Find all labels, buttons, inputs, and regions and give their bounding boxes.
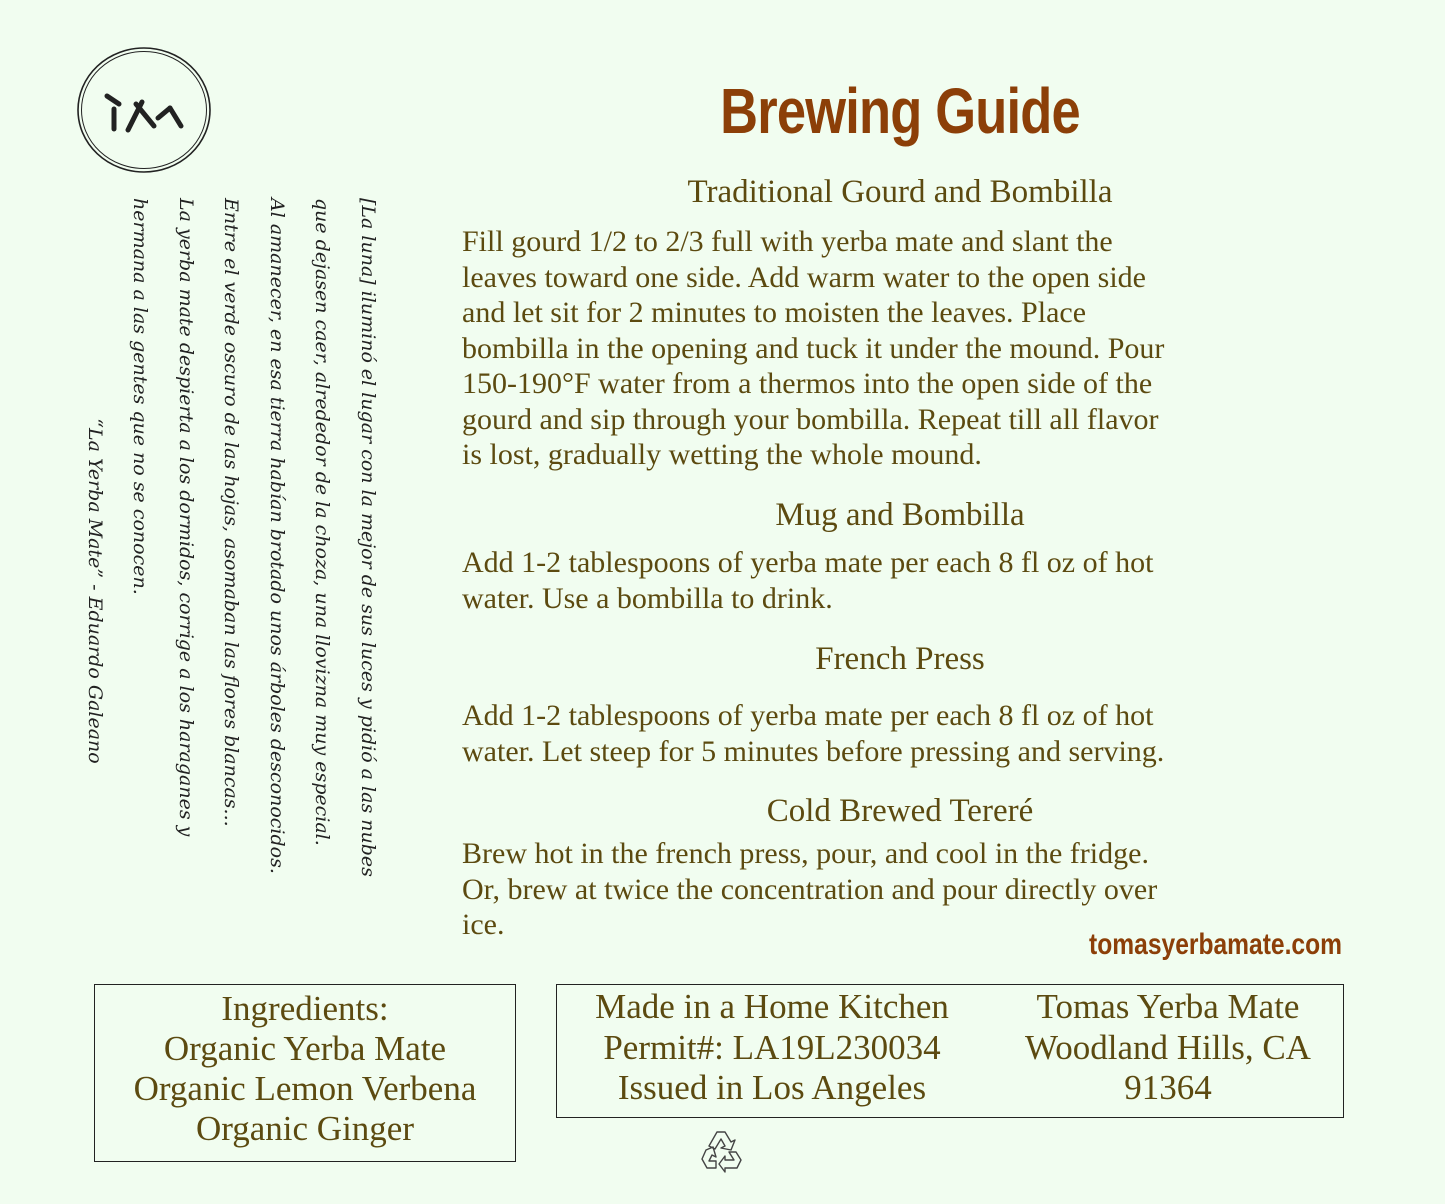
body-line: gourd and sip through your bombilla. Repeat till all flavor <box>462 402 1159 436</box>
section-body-gourd <box>462 224 1362 473</box>
body-line: Add 1-2 tablespoons of yerba mate per each 8 fl oz of hot <box>462 546 1154 579</box>
permit-issuer: Issued in Los Angeles <box>617 1068 927 1107</box>
producer-info-box <box>556 984 1344 1118</box>
body-line: and let sit for 2 minutes to moisten the leaves. Place <box>462 296 1087 329</box>
ingredients-heading: Ingredients: <box>221 989 389 1028</box>
website-link[interactable]: tomasyerbamate.com <box>1089 928 1342 961</box>
section-heading-gourd: Traditional Gourd and Bombilla <box>687 174 1113 210</box>
ingredient-item: Organic Ginger <box>195 1109 415 1148</box>
brand-logo-icon <box>76 46 212 174</box>
company-info <box>993 987 1343 1109</box>
body-line: is lost, gradually wetting the whole mound. <box>462 438 982 471</box>
body-line: bombilla in the opening and tuck it under the mound. Pour <box>462 331 1165 365</box>
company-name: Tomas Yerba Mate <box>1036 987 1300 1026</box>
quote-line: Entre el verde oscuro de las hojas, asomaban las flores blancas... <box>220 198 243 827</box>
quote-line: Al amanecer, en esa tierra habían brotado unos árboles desconocidos. <box>266 198 288 874</box>
quote-block <box>80 196 390 986</box>
section-body-mug <box>462 545 1362 616</box>
quote-line: [La luna] iluminó el lugar con la mejor de sus luces y pidió a las nubes <box>357 198 379 877</box>
body-line: 150-190°F water from a thermos into the open side of the <box>462 367 1153 400</box>
section-heading-cold-brew: Cold Brewed Tereré <box>766 793 1034 829</box>
body-line: water. Let steep for 5 minutes before pressing and serving. <box>462 734 1165 768</box>
body-line: Brew hot in the french press, pour, and cool in the fridge. <box>462 837 1149 870</box>
section-body-cold-brew <box>462 836 1362 943</box>
company-city: Woodland Hills, CA <box>1025 1027 1311 1067</box>
section-body-french-press <box>462 698 1362 769</box>
recycle-icon <box>698 1126 748 1174</box>
company-zip: 91364 <box>1124 1068 1212 1107</box>
quote-line: hermana a las gentes que no se conocen. <box>129 198 152 595</box>
permit-info <box>557 987 987 1109</box>
permit-line: Made in a Home Kitchen <box>595 987 949 1026</box>
body-line: Add 1-2 tablespoons of yerba mate per each 8 fl oz of hot <box>462 699 1154 732</box>
body-line: Or, brew at twice the concentration and pour directly over <box>462 872 1158 906</box>
page-title: Brewing Guide <box>720 75 1080 147</box>
ingredients-box <box>94 984 516 1162</box>
body-line: water. Use a bombilla to drink. <box>462 581 833 615</box>
ingredient-item: Organic Lemon Verbena <box>133 1069 477 1108</box>
quote-citation: “La Yerba Mate” - Eduardo Galeano <box>84 418 106 764</box>
body-line: ice. <box>462 908 505 941</box>
section-heading-mug: Mug and Bombilla <box>775 497 1025 533</box>
ingredient-item: Organic Yerba Mate <box>163 1029 447 1068</box>
body-line: Fill gourd 1/2 to 2/3 full with yerba mate and slant the <box>462 225 1113 258</box>
body-line: leaves toward one side. Add warm water to the open side <box>462 260 1146 294</box>
quote-line: La yerba mate despierta a los dormidos, corrige a los haraganes y <box>175 198 197 837</box>
quote-line: que dejasen caer, alrededor de la choza, una llovizna muy especial. <box>311 198 334 846</box>
section-heading-french-press: French Press <box>815 641 985 677</box>
permit-number: Permit#: LA19L230034 <box>603 1027 941 1067</box>
